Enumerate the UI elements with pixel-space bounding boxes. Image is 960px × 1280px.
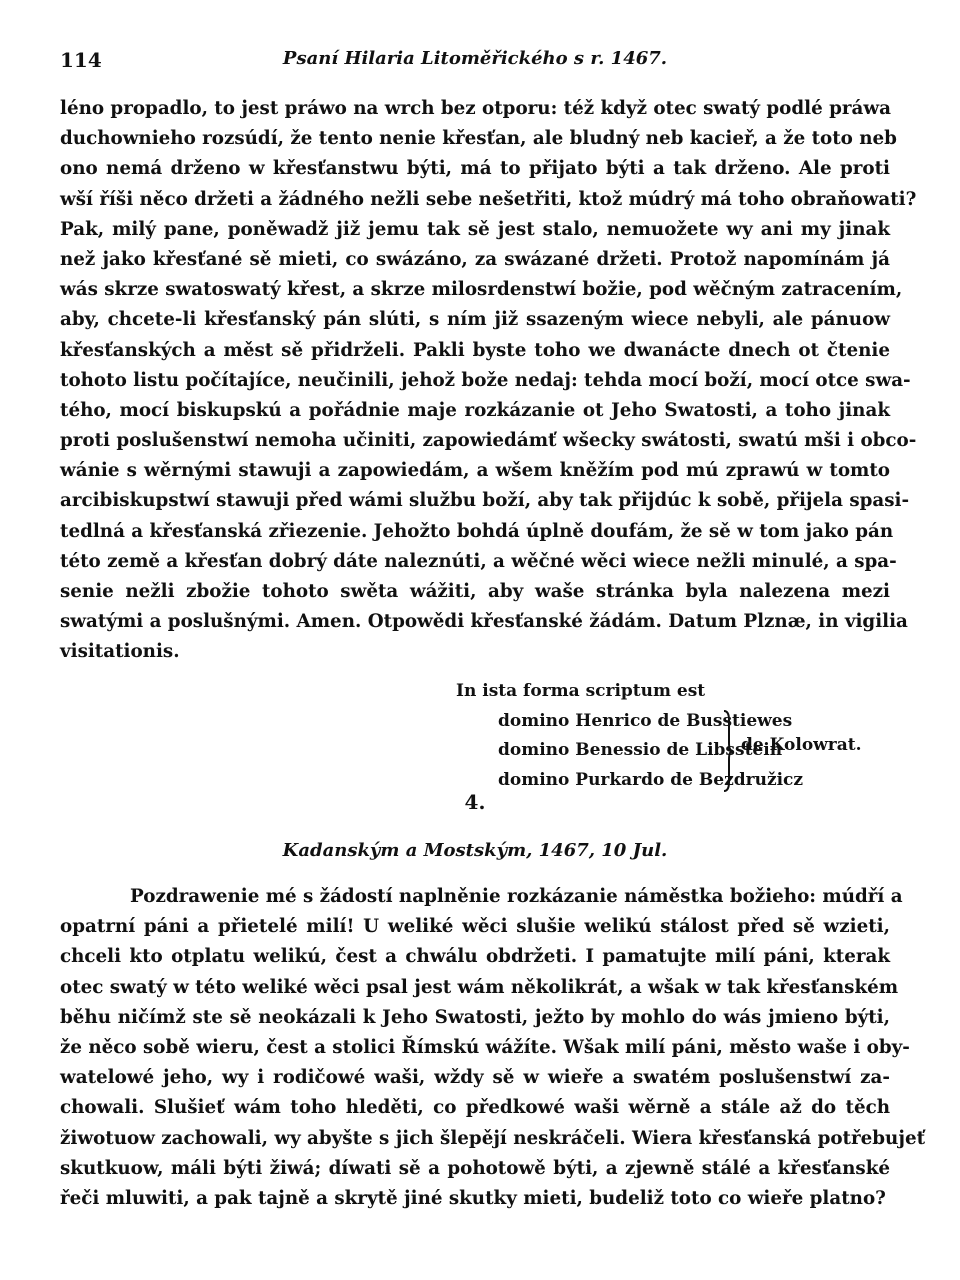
text-line: řeči mluwiti, a pak tajně a skrytě jiné skutky mieti, budeliž toto co wieře platno? <box>60 1187 886 1209</box>
letter-body-paragraph <box>60 94 917 668</box>
book-page <box>60 40 926 1240</box>
document-heading: Kadanským a Mostským, 1467, 10 Jul. <box>282 840 668 861</box>
text-line: tedlná a křesťanská zřiezenie. Jehožto bohdá úplně doufám, že sě w tom jako pán <box>60 520 894 542</box>
text-line: wás skrze swatoswatý křest, a skrze milosrdenstwí božie, pod wěčným zatracením, <box>60 279 903 301</box>
cover-note <box>456 677 896 795</box>
text-line: wánie s wěrnými stawuji a zapowiedám, a wšem kněžím pod mú zprawú w tomto <box>60 460 890 482</box>
running-head: Psaní Hilaria Litoměřického s r. 1467. <box>282 48 668 69</box>
document-number: 4. <box>464 790 486 814</box>
text-line: než jako křesťané sě mieti, co swázáno, za swázané držeti. Protož napomínám já <box>60 248 890 270</box>
text-line: tého, mocí biskupskú a pořádnie maje rozkázanie ot Jeho Swatosti, a toho jinak <box>60 399 890 421</box>
text-line: běhu ničímž ste sě neokázali k Jeho Swatosti, ježto by mohlo do wás jmieno býti, <box>60 1006 890 1028</box>
addressee-name: domino Purkardo de Bezdružicz <box>498 769 804 790</box>
curly-brace-icon <box>723 710 733 792</box>
text-line: křesťanských a měst sě přidrželi. Pakli byste toho we dwanácte dnech ot čtenie <box>60 339 890 361</box>
letter-body-paragraph <box>60 882 926 1214</box>
text-line: žiwotuow zachowali, wy abyšte s jich šlepějí neskráčeli. Wiera křesťanská potřebujeť <box>60 1127 926 1149</box>
page-number: 114 <box>60 48 102 72</box>
text-line: visitationis. <box>60 641 180 663</box>
text-line: duchownieho rozsúdí, že tento nenie křesťan, ale bludný neb kacieř, a že toto neb <box>60 128 897 150</box>
text-line: že něco sobě wieru, čest a stolici Římskú wážíte. Wšak milí páni, město waše i oby- <box>60 1036 910 1058</box>
addressee-list <box>456 707 896 796</box>
cover-note-intro: In ista forma scriptum est <box>456 681 706 701</box>
text-line: Pak, milý pane, poněwadž již jemu tak sě jest stalo, nemuožete wy ani my jinak <box>60 218 890 240</box>
addressee-name: domino Benessio de Libsstein <box>498 740 783 760</box>
text-line: opatrní páni a přietelé milí! U weliké wěci slušie welikú stálost před sě wzieti, <box>60 916 890 938</box>
text-line: této země a křesťan dobrý dáte naleznúti, a wěčné wěci wiece nežli minulé, a spa- <box>60 550 897 572</box>
text-line: léno propadlo, to jest práwo na wrch bez otporu: též když otec swatý podlé práwa <box>60 98 891 119</box>
text-line: aby, chcete-li křesťanský pán slúti, s ním již ssazeným wiece nebyli, ale pánuow <box>60 309 890 331</box>
text-line: otec swatý w této weliké wěci psal jest wám několikrát, a wšak w tak křesťanském <box>60 976 899 998</box>
text-line: Pozdrawenie mé s žádostí naplněnie rozkázanie náměstka božieho: múdří a <box>130 886 903 907</box>
text-line: tohoto listu počítajíce, neučinili, jehož bože nedaj: tehda mocí boží, mocí otce swa- <box>60 369 911 391</box>
family-name: de Kolowrat. <box>741 734 862 755</box>
page-header <box>60 40 890 80</box>
text-line: arcibiskupstwí stawuji před wámi službu boží, aby tak přijdúc k sobě, přijela spasi- <box>60 490 910 512</box>
text-line: wší říši něco držeti a žádného nežli sebe nešetřiti, ktož múdrý má toho obraňowati? <box>60 188 917 210</box>
text-line: skutkuow, máli býti žiwá; díwati sě a pohotowě býti, a zjewně stálé a křesťanské <box>60 1157 890 1179</box>
text-line: swatými a poslušnými. Amen. Otpowědi křesťanské žádám. Datum Plznæ, in vigilia <box>60 611 908 633</box>
text-line: proti poslušenstwí nemoha učiniti, zapowiedámť wšecky swátosti, swatú mši i obco- <box>60 430 917 452</box>
addressee-name: domino Henrico de Busstiewes <box>498 710 793 731</box>
text-line: chceli kto otplatu welikú, čest a chwálu obdržeti. I pamatujte milí páni, kterak <box>60 946 890 968</box>
text-line: chowali. Slušieť wám toho hleděti, co předkowé waši wěrně a stále až do těch <box>60 1097 890 1119</box>
text-line: watelowé jeho, wy i rodičowé waši, wždy sě w wieře a swatém poslušenstwí za- <box>60 1067 890 1089</box>
text-line: ono nemá drženo w křesťanstwu býti, má to přijato býti a tak drženo. Ale proti <box>60 158 890 180</box>
text-line: senie nežli zbožie tohoto swěta wážiti, aby waše stránka byla nalezena mezi <box>60 581 890 602</box>
